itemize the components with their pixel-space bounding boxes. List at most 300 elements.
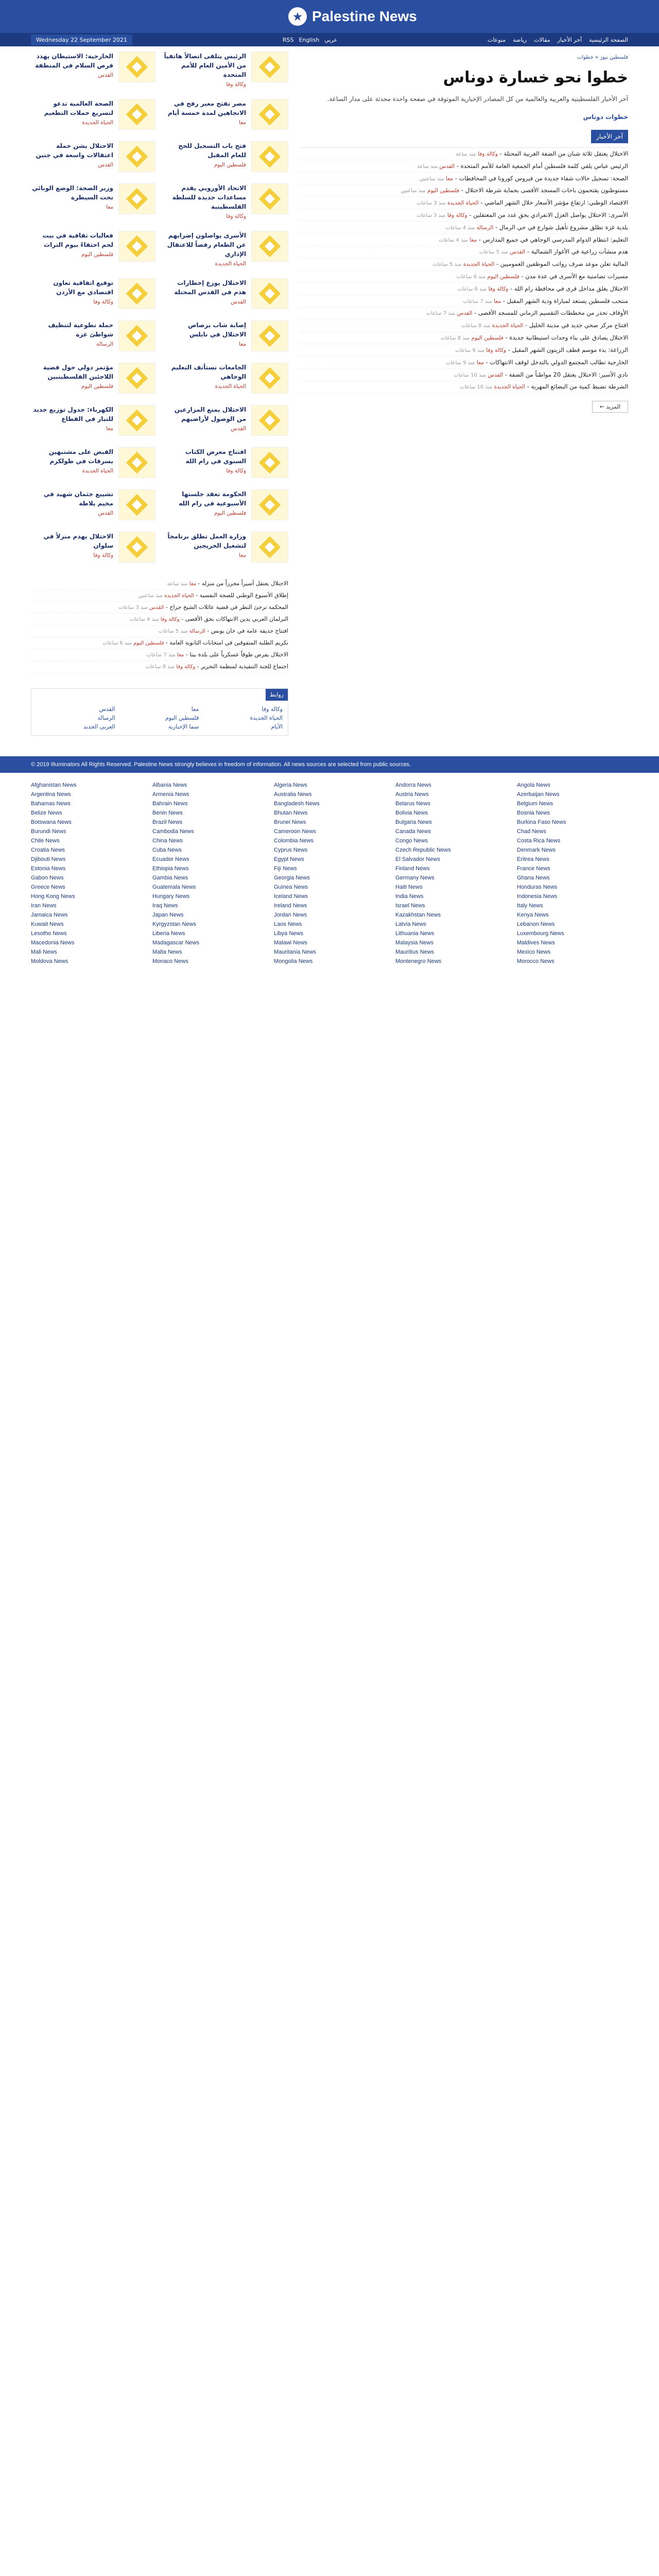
country-news-link[interactable]: Jamaica News bbox=[31, 912, 68, 918]
news-item[interactable]: هدم منشآت زراعية في الأغوار الشمالية - القدس منذ 5 ساعات bbox=[299, 246, 628, 259]
news-item[interactable]: المالية تعلن موعد صرف رواتب الموظفين العموميين - الحياة الجديدة منذ 5 ساعات bbox=[299, 259, 628, 271]
country-news-link[interactable]: Brunei News bbox=[274, 819, 306, 825]
news-source[interactable]: وكالة وفا bbox=[478, 150, 498, 157]
country-news-link[interactable]: Madagascar News bbox=[152, 940, 200, 946]
sidebar-news-item[interactable]: الاحتلال يعتقل أسيراً محرراً من منزله - معا منذ ساعة bbox=[31, 578, 288, 590]
news-item[interactable]: نادي الأسير: الاحتلال يعتقل 20 مواطناً من الضفة - القدس منذ 10 ساعات bbox=[299, 369, 628, 381]
news-card-source[interactable]: القدس bbox=[98, 72, 113, 78]
country-news-link[interactable]: Bangladesh News bbox=[274, 801, 320, 807]
news-source[interactable]: وكالة وفا bbox=[447, 212, 467, 218]
news-source[interactable]: وكالة وفا bbox=[488, 285, 509, 292]
news-card-source[interactable]: معا bbox=[106, 204, 113, 210]
news-source[interactable]: معا bbox=[494, 298, 501, 304]
news-item[interactable]: الخارجية تطالب المجتمع الدولي بالتدخل لوقف الانتهاكات - معا منذ 9 ساعات bbox=[299, 357, 628, 369]
country-news-link[interactable]: Mauritius News bbox=[395, 949, 435, 955]
country-news-link[interactable]: Mauritania News bbox=[274, 949, 316, 955]
news-card-title[interactable]: الاحتلال يشن حملة اعتقالات واسعة في جنين bbox=[36, 142, 113, 159]
country-news-link[interactable]: Hungary News bbox=[152, 893, 190, 900]
country-news-link[interactable]: Angola News bbox=[517, 782, 550, 788]
country-news-link[interactable]: Afghanistan News bbox=[31, 782, 77, 788]
news-headline[interactable]: افتتاح مركز صحي جديد في مدينة الخليل bbox=[529, 321, 628, 329]
more-button[interactable]: المزيد ← bbox=[592, 401, 628, 413]
news-card-thumbnail[interactable] bbox=[118, 405, 155, 436]
news-source[interactable]: فلسطين اليوم bbox=[471, 335, 504, 342]
news-card-title[interactable]: توقيع اتفاقية تعاون اقتصادي مع الأردن bbox=[53, 279, 113, 296]
news-headline[interactable]: هدم منشآت زراعية في الأغوار الشمالية bbox=[531, 248, 628, 256]
country-news-link[interactable]: Haiti News bbox=[395, 884, 423, 890]
nav-item-sports[interactable]: رياضة bbox=[513, 36, 527, 43]
news-card-title[interactable]: تشييع جثمان شهيد في مخيم بلاطة bbox=[43, 490, 113, 507]
news-item[interactable]: التعليم: انتظام الدوام المدرسي الوجاهي في جميع المدارس - معا منذ 4 ساعات bbox=[299, 234, 628, 246]
country-news-link[interactable]: Botswana News bbox=[31, 819, 72, 825]
news-item[interactable]: الاحتلال يعتقل ثلاثة شبان من الضفة الغربية المحتلة - وكالة وفا منذ ساعة bbox=[299, 148, 628, 160]
news-source[interactable]: معا bbox=[470, 236, 477, 243]
country-news-link[interactable]: Estonia News bbox=[31, 866, 66, 872]
country-news-link[interactable]: Guinea News bbox=[274, 884, 308, 890]
news-headline[interactable]: منتخب فلسطين يستعد لمباراة ودية الشهر المقبل bbox=[507, 297, 628, 304]
country-news-link[interactable]: Colombia News bbox=[274, 838, 314, 844]
sidebar-news-headline[interactable]: تكريم الطلبة المتفوقين في امتحانات الثانوية العامة bbox=[169, 639, 288, 646]
lang-link-arabic[interactable]: عربي bbox=[324, 36, 338, 43]
sidebar-news-item[interactable]: إطلاق الأسبوع الوطني للصحة النفسية - الحياة الجديدة منذ ساعتين bbox=[31, 590, 288, 602]
news-card-thumbnail[interactable] bbox=[251, 99, 288, 130]
news-card-source[interactable]: فلسطين اليوم bbox=[214, 510, 246, 516]
site-logo[interactable] bbox=[288, 7, 417, 26]
country-news-link[interactable]: Congo News bbox=[395, 838, 428, 844]
country-news-link[interactable]: Bahrain News bbox=[152, 801, 188, 807]
news-card[interactable] bbox=[31, 320, 155, 351]
news-source[interactable]: فلسطين اليوم bbox=[427, 188, 460, 194]
news-card[interactable] bbox=[164, 363, 288, 394]
news-card-title[interactable]: الأسرى يواصلون إضرابهم عن الطعام رفضاً للاعتقال الإداري bbox=[167, 232, 246, 258]
news-card[interactable] bbox=[31, 447, 155, 478]
news-headline[interactable]: الاقتصاد الوطني: ارتفاع مؤشر الأسعار خلال الشهر الماضي bbox=[484, 199, 628, 207]
country-news-link[interactable]: Costa Rica News bbox=[517, 838, 561, 844]
country-news-link[interactable]: Argentina News bbox=[31, 791, 71, 798]
sidebar-news-source[interactable]: القدس bbox=[149, 605, 164, 611]
news-card[interactable] bbox=[164, 99, 288, 130]
country-news-link[interactable]: Lebanon News bbox=[517, 921, 555, 927]
country-news-link[interactable]: Malawi News bbox=[274, 940, 307, 946]
news-card-title[interactable]: وزير الصحة: الوضع الوبائي تحت السيطرة bbox=[32, 184, 113, 201]
country-news-link[interactable]: Monaco News bbox=[152, 958, 188, 964]
news-card-thumbnail[interactable] bbox=[251, 489, 288, 520]
country-news-link[interactable]: Maldives News bbox=[517, 940, 555, 946]
news-card-source[interactable]: معا bbox=[239, 120, 246, 126]
country-news-link[interactable]: Andorra News bbox=[395, 782, 431, 788]
news-card-title[interactable]: فعاليات ثقافية في بيت لحم احتفاءً بيوم التراث bbox=[42, 232, 113, 248]
sidebar-news-source[interactable]: وكالة وفا bbox=[176, 664, 196, 670]
country-news-link[interactable]: Macedonia News bbox=[31, 940, 75, 946]
news-card-source[interactable]: معا bbox=[106, 426, 113, 432]
news-card-source[interactable]: وكالة وفا bbox=[93, 299, 113, 305]
news-card-thumbnail[interactable] bbox=[118, 447, 155, 478]
sidebar-news-headline[interactable]: إطلاق الأسبوع الوطني للصحة النفسية bbox=[199, 592, 288, 599]
news-item[interactable]: الصحة: تسجيل حالات شفاء جديدة من فيروس كورونا في المحافظات - معا منذ ساعتين bbox=[299, 173, 628, 185]
country-news-link[interactable]: Guatemala News bbox=[152, 884, 196, 890]
news-card-title[interactable]: افتتاح معرض الكتاب السنوي في رام الله bbox=[185, 448, 246, 465]
country-news-link[interactable]: Canada News bbox=[395, 828, 431, 835]
country-news-link[interactable]: El Salvador News bbox=[395, 856, 440, 862]
sidebar-news-headline[interactable]: افتتاح حديقة عامة في خان يونس bbox=[211, 628, 288, 634]
news-source[interactable]: وكالة وفا bbox=[486, 347, 506, 353]
sidebar-news-headline[interactable]: البرلمان العربي يدين الانتهاكات بحق الأقصى bbox=[185, 616, 288, 622]
news-card-title[interactable]: الخارجية: الاستيطان يهدد فرص السلام في المنطقة bbox=[35, 53, 113, 69]
news-card-title[interactable]: فتح باب التسجيل للحج للعام المقبل bbox=[178, 142, 246, 159]
news-card-source[interactable]: الحياة الجديدة bbox=[82, 468, 113, 474]
source-link[interactable]: معا bbox=[191, 706, 199, 713]
news-source[interactable]: القدس bbox=[457, 310, 473, 317]
country-news-link[interactable]: Latvia News bbox=[395, 921, 426, 927]
country-news-link[interactable]: Chile News bbox=[31, 838, 60, 844]
news-headline[interactable]: الرئيس عباس يلقي كلمة فلسطين أمام الجمعية العامة للأمم المتحدة bbox=[460, 162, 628, 170]
news-card-thumbnail[interactable] bbox=[118, 141, 155, 172]
news-card[interactable] bbox=[31, 532, 155, 563]
country-news-link[interactable]: Lesotho News bbox=[31, 930, 67, 937]
country-news-link[interactable]: Greece News bbox=[31, 884, 65, 890]
news-card-thumbnail[interactable] bbox=[118, 183, 155, 214]
news-headline[interactable]: التعليم: انتظام الدوام المدرسي الوجاهي في جميع المدارس bbox=[482, 235, 628, 243]
source-link[interactable]: الرسالة bbox=[97, 715, 115, 721]
sidebar-news-headline[interactable]: الاحتلال يفرض طوقاً عسكرياً على بلدة بيتا bbox=[189, 651, 288, 658]
country-news-link[interactable]: Czech Republic News bbox=[395, 847, 451, 853]
sidebar-news-item[interactable]: المحكمة ترجئ النظر في قضية عائلات الشيخ جراح - القدس منذ 3 ساعات bbox=[31, 602, 288, 614]
news-headline[interactable]: المالية تعلن موعد صرف رواتب الموظفين العموميين bbox=[500, 260, 628, 268]
news-card[interactable] bbox=[31, 231, 155, 267]
news-card-thumbnail[interactable] bbox=[118, 52, 155, 82]
country-news-link[interactable]: Brazil News bbox=[152, 819, 183, 825]
source-link[interactable]: الأيام bbox=[271, 723, 283, 730]
country-news-link[interactable]: Azerbaijan News bbox=[517, 791, 560, 798]
country-news-link[interactable]: Japan News bbox=[152, 912, 184, 918]
country-news-link[interactable]: Mexico News bbox=[517, 949, 551, 955]
country-news-link[interactable]: Ecuador News bbox=[152, 856, 189, 862]
news-source[interactable]: فلسطين اليوم bbox=[487, 274, 519, 280]
news-card-source[interactable]: الرسالة bbox=[96, 341, 113, 347]
news-card-source[interactable]: القدس bbox=[98, 510, 113, 516]
news-card-thumbnail[interactable] bbox=[118, 489, 155, 520]
country-news-link[interactable]: Iraq News bbox=[152, 903, 178, 909]
country-news-link[interactable]: Morocco News bbox=[517, 958, 554, 964]
news-source[interactable]: معا bbox=[446, 175, 453, 182]
news-item[interactable]: بلدية غزة تطلق مشروع تأهيل شوارع في حي الرمال - الرسالة منذ 4 ساعات bbox=[299, 222, 628, 234]
country-news-link[interactable]: Ireland News bbox=[274, 903, 307, 909]
country-news-link[interactable]: Honduras News bbox=[517, 884, 558, 890]
country-news-link[interactable]: Cameroon News bbox=[274, 828, 316, 835]
sidebar-news-item[interactable]: افتتاح حديقة عامة في خان يونس - الرسالة منذ 5 ساعات bbox=[31, 625, 288, 637]
country-news-link[interactable]: Chad News bbox=[517, 828, 546, 835]
country-news-link[interactable]: Mali News bbox=[31, 949, 57, 955]
country-news-link[interactable]: Burkina Faso News bbox=[517, 819, 566, 825]
country-news-link[interactable]: Iran News bbox=[31, 903, 57, 909]
news-card-title[interactable]: الحكومة تعقد جلستها الأسبوعية في رام الله bbox=[179, 490, 246, 507]
news-card-source[interactable]: القدس bbox=[231, 426, 246, 432]
country-news-link[interactable]: Finland News bbox=[395, 866, 430, 872]
news-headline[interactable]: الصحة: تسجيل حالات شفاء جديدة من فيروس كورونا في المحافظات bbox=[459, 174, 628, 182]
news-card-title[interactable]: الاتحاد الأوروبي يقدم مساعدات جديدة للسلطة الفلسطينية bbox=[172, 184, 246, 210]
news-source[interactable]: الحياة الجديدة bbox=[492, 323, 524, 329]
source-link[interactable]: فلسطين اليوم bbox=[165, 715, 199, 721]
country-news-link[interactable]: Kazakhstan News bbox=[395, 912, 441, 918]
news-source[interactable]: معا bbox=[477, 359, 484, 366]
news-card[interactable] bbox=[164, 231, 288, 267]
country-news-link[interactable]: Ethiopia News bbox=[152, 866, 189, 872]
news-item[interactable]: الزراعة: بدء موسم قطف الزيتون الشهر المقبل - وكالة وفا منذ 9 ساعات bbox=[299, 344, 628, 357]
news-card-title[interactable]: الجامعات تستأنف التعليم الوجاهي bbox=[171, 364, 246, 380]
news-headline[interactable]: الأوقاف تحذر من مخططات التقسيم الزماني للمسجد الأقصى bbox=[478, 309, 628, 317]
country-news-link[interactable]: Belarus News bbox=[395, 801, 430, 807]
news-source[interactable]: القدس bbox=[488, 371, 504, 378]
news-source[interactable]: الحياة الجديدة bbox=[463, 261, 495, 268]
country-news-link[interactable]: Ghana News bbox=[517, 875, 550, 881]
country-news-link[interactable]: Jordan News bbox=[274, 912, 307, 918]
news-card-source[interactable]: فلسطين اليوم bbox=[81, 383, 113, 389]
news-card[interactable] bbox=[31, 52, 155, 88]
source-link[interactable]: العربي الجديد bbox=[83, 723, 115, 730]
news-item[interactable]: الأسرى: الاحتلال يواصل العزل الانفرادي بحق عدد من المعتقلين - وكالة وفا منذ 3 ساعات bbox=[299, 209, 628, 222]
news-card-source[interactable]: فلسطين اليوم bbox=[214, 162, 246, 168]
news-card-source[interactable]: وكالة وفا bbox=[226, 81, 246, 88]
source-link[interactable]: القدس bbox=[99, 706, 115, 713]
news-card-thumbnail[interactable] bbox=[251, 447, 288, 478]
country-news-link[interactable]: Djibouti News bbox=[31, 856, 66, 862]
news-item[interactable]: الرئيس عباس يلقي كلمة فلسطين أمام الجمعية العامة للأمم المتحدة - القدس منذ ساعة bbox=[299, 160, 628, 173]
news-item[interactable]: مسيرات تضامنية مع الأسرى في عدة مدن - فلسطين اليوم منذ 6 ساعات bbox=[299, 271, 628, 283]
news-headline[interactable]: الشرطة تضبط كمية من البضائع المهربة bbox=[531, 383, 628, 391]
sidebar-news-item[interactable]: تكريم الطلبة المتفوقين في امتحانات الثانوية العامة - فلسطين اليوم منذ 6 ساعات bbox=[31, 637, 288, 649]
news-card-source[interactable]: معا bbox=[239, 341, 246, 347]
news-headline[interactable]: مستوطنون يقتحمون باحات المسجد الأقصى بحماية شرطة الاحتلال bbox=[465, 187, 628, 194]
sidebar-news-source[interactable]: فلسطين اليوم bbox=[133, 640, 164, 646]
country-news-link[interactable]: Cuba News bbox=[152, 847, 182, 853]
country-news-link[interactable]: Austria News bbox=[395, 791, 429, 798]
country-news-link[interactable]: Gabon News bbox=[31, 875, 64, 881]
news-card-thumbnail[interactable] bbox=[118, 320, 155, 351]
country-news-link[interactable]: Albania News bbox=[152, 782, 187, 788]
news-item[interactable]: الاحتلال يغلق مداخل قرى في محافظة رام الله - وكالة وفا منذ 6 ساعات bbox=[299, 283, 628, 295]
country-news-link[interactable]: Iceland News bbox=[274, 893, 308, 900]
news-card-thumbnail[interactable] bbox=[118, 363, 155, 394]
sidebar-news-item[interactable]: الاحتلال يفرض طوقاً عسكرياً على بلدة بيتا - معا منذ 7 ساعات bbox=[31, 649, 288, 661]
news-card[interactable] bbox=[164, 52, 288, 88]
news-item[interactable]: افتتاح مركز صحي جديد في مدينة الخليل - الحياة الجديدة منذ 8 ساعات bbox=[299, 320, 628, 332]
country-news-link[interactable]: Bolivia News bbox=[395, 810, 428, 816]
nav-item-misc[interactable]: منوعات bbox=[487, 36, 506, 43]
news-card-title[interactable]: مصر تفتح معبر رفح في الاتجاهين لمدة خمسة أيام bbox=[168, 100, 246, 116]
country-news-link[interactable]: Algeria News bbox=[274, 782, 307, 788]
news-card[interactable] bbox=[164, 405, 288, 436]
news-card[interactable] bbox=[164, 278, 288, 309]
news-card[interactable] bbox=[164, 141, 288, 172]
country-news-link[interactable]: Belize News bbox=[31, 810, 62, 816]
country-news-link[interactable]: Israel News bbox=[395, 903, 425, 909]
country-news-link[interactable]: Libya News bbox=[274, 930, 303, 937]
country-news-link[interactable]: Malaysia News bbox=[395, 940, 433, 946]
news-item[interactable]: الأوقاف تحذر من مخططات التقسيم الزماني للمسجد الأقصى - القدس منذ 7 ساعات bbox=[299, 308, 628, 320]
news-card-source[interactable]: وكالة وفا bbox=[93, 552, 113, 558]
breadcrumb[interactable]: فلسطين نيوز » خطوات bbox=[577, 55, 628, 60]
country-news-link[interactable]: Egypt News bbox=[274, 856, 304, 862]
news-item[interactable]: مستوطنون يقتحمون باحات المسجد الأقصى بحماية شرطة الاحتلال - فلسطين اليوم منذ ساعتين bbox=[299, 185, 628, 197]
news-card-source[interactable]: فلسطين اليوم bbox=[81, 251, 113, 258]
sidebar-news-headline[interactable]: المحكمة ترجئ النظر في قضية عائلات الشيخ جراح bbox=[169, 604, 288, 611]
news-card-thumbnail[interactable] bbox=[118, 99, 155, 130]
news-card-thumbnail[interactable] bbox=[251, 183, 288, 214]
news-card-title[interactable]: الرئيس يتلقى اتصالاً هاتفياً من الأمين العام للأمم المتحدة bbox=[164, 53, 246, 78]
news-headline[interactable]: بلدية غزة تطلق مشروع تأهيل شوارع في حي الرمال bbox=[499, 223, 628, 231]
country-news-link[interactable]: Hong Kong News bbox=[31, 893, 75, 900]
news-card-thumbnail[interactable] bbox=[251, 52, 288, 82]
country-news-link[interactable]: India News bbox=[395, 893, 424, 900]
news-card[interactable] bbox=[31, 99, 155, 130]
source-link[interactable]: سما الإخبارية bbox=[168, 723, 199, 730]
country-news-link[interactable]: Georgia News bbox=[274, 875, 310, 881]
country-news-link[interactable]: Bhutan News bbox=[274, 810, 308, 816]
country-news-link[interactable]: Luxembourg News bbox=[517, 930, 564, 937]
news-item[interactable]: الشرطة تضبط كمية من البضائع المهربة - الحياة الجديدة منذ 10 ساعات bbox=[299, 381, 628, 394]
country-news-link[interactable]: Moldova News bbox=[31, 958, 68, 964]
sidebar-news-source[interactable]: الحياة الجديدة bbox=[164, 593, 194, 599]
news-card-title[interactable]: الاحتلال يهدم منزلاً في سلوان bbox=[43, 533, 113, 549]
news-card-thumbnail[interactable] bbox=[251, 278, 288, 309]
news-headline[interactable]: الاحتلال يعتقل ثلاثة شبان من الضفة الغربية المحتلة bbox=[504, 149, 628, 157]
news-headline[interactable]: الخارجية تطالب المجتمع الدولي بالتدخل لوقف الانتهاكات bbox=[490, 358, 628, 366]
news-headline[interactable]: الأسرى: الاحتلال يواصل العزل الانفرادي بحق عدد من المعتقلين bbox=[473, 211, 628, 218]
country-news-link[interactable]: Laos News bbox=[274, 921, 302, 927]
news-card[interactable] bbox=[31, 489, 155, 520]
news-card-thumbnail[interactable] bbox=[118, 231, 155, 262]
news-card-title[interactable]: مؤتمر دولي حول قضية اللاجئين الفلسطينيين bbox=[43, 364, 113, 380]
nav-item-latest[interactable]: آخر الأخبار bbox=[557, 36, 582, 43]
country-news-link[interactable]: Belgium News bbox=[517, 801, 553, 807]
sidebar-news-headline[interactable]: الاحتلال يعتقل أسيراً محرراً من منزله bbox=[201, 580, 288, 587]
country-news-link[interactable]: Indonesia News bbox=[517, 893, 558, 900]
sidebar-news-source[interactable]: معا bbox=[177, 652, 184, 658]
news-card-thumbnail[interactable] bbox=[251, 363, 288, 394]
sidebar-news-source[interactable]: الرسالة bbox=[189, 629, 205, 634]
news-card[interactable] bbox=[31, 405, 155, 436]
news-card-source[interactable]: الحياة الجديدة bbox=[215, 261, 246, 267]
news-card-source[interactable]: القدس bbox=[231, 299, 246, 305]
country-news-link[interactable]: Australia News bbox=[274, 791, 312, 798]
news-card-thumbnail[interactable] bbox=[251, 405, 288, 436]
news-card-title[interactable]: الكهرباء: جدول توزيع جديد للتيار في القطاع bbox=[33, 406, 113, 422]
news-card-title[interactable]: الصحة العالمية تدعو لتسريع حملات التطعيم bbox=[44, 100, 113, 116]
country-news-link[interactable]: Cambodia News bbox=[152, 828, 194, 835]
country-news-link[interactable]: Fiji News bbox=[274, 866, 297, 872]
news-card[interactable] bbox=[164, 447, 288, 478]
sidebar-news-source[interactable]: وكالة وفا bbox=[160, 617, 180, 622]
country-news-link[interactable]: Liberia News bbox=[152, 930, 185, 937]
section-link[interactable]: خطوات دوناس bbox=[583, 113, 628, 121]
country-news-link[interactable]: Kenya News bbox=[517, 912, 549, 918]
news-card[interactable] bbox=[31, 183, 155, 219]
lang-link-english[interactable]: English bbox=[299, 36, 320, 43]
news-card[interactable] bbox=[31, 141, 155, 172]
news-card-thumbnail[interactable] bbox=[251, 141, 288, 172]
news-card-title[interactable]: وزارة العمل تطلق برنامجاً لتشغيل الخريجين bbox=[167, 533, 246, 549]
country-news-link[interactable]: Italy News bbox=[517, 903, 543, 909]
sidebar-news-source[interactable]: معا bbox=[189, 581, 197, 587]
country-news-link[interactable]: Gambia News bbox=[152, 875, 188, 881]
sidebar-news-headline[interactable]: اجتماع للجنة التنفيذية لمنظمة التحرير bbox=[201, 663, 288, 670]
country-news-link[interactable]: Denmark News bbox=[517, 847, 556, 853]
news-card-title[interactable]: إصابة شاب برصاص الاحتلال في نابلس bbox=[188, 321, 246, 338]
country-news-link[interactable]: Armenia News bbox=[152, 791, 189, 798]
news-card-thumbnail[interactable] bbox=[118, 278, 155, 309]
country-news-link[interactable]: Bulgaria News bbox=[395, 819, 432, 825]
country-news-link[interactable]: Croatia News bbox=[31, 847, 65, 853]
news-headline[interactable]: الاحتلال يغلق مداخل قرى في محافظة رام الله bbox=[514, 284, 628, 292]
country-news-link[interactable]: Eritrea News bbox=[517, 856, 549, 862]
news-item[interactable]: الاحتلال يصادق على بناء وحدات استيطانية جديدة - فلسطين اليوم منذ 8 ساعات bbox=[299, 332, 628, 345]
news-source[interactable]: الحياة الجديدة bbox=[447, 200, 479, 207]
news-source[interactable]: الحياة الجديدة bbox=[494, 384, 526, 391]
country-news-link[interactable]: Benin News bbox=[152, 810, 183, 816]
country-news-link[interactable]: Bahamas News bbox=[31, 801, 71, 807]
news-card[interactable] bbox=[164, 532, 288, 563]
country-news-link[interactable]: Burundi News bbox=[31, 828, 66, 835]
news-item[interactable]: منتخب فلسطين يستعد لمباراة ودية الشهر المقبل - معا منذ 7 ساعات bbox=[299, 295, 628, 308]
news-card[interactable] bbox=[164, 320, 288, 351]
news-item[interactable]: الاقتصاد الوطني: ارتفاع مؤشر الأسعار خلال الشهر الماضي - الحياة الجديدة منذ 3 ساعات bbox=[299, 197, 628, 210]
sidebar-news-item[interactable]: اجتماع للجنة التنفيذية لمنظمة التحرير - وكالة وفا منذ 8 ساعات bbox=[31, 661, 288, 673]
country-news-link[interactable]: Cyprus News bbox=[274, 847, 308, 853]
news-card-source[interactable]: وكالة وفا bbox=[226, 468, 246, 474]
news-card-source[interactable]: الحياة الجديدة bbox=[215, 383, 246, 389]
news-card[interactable] bbox=[164, 183, 288, 219]
news-card-source[interactable]: وكالة وفا bbox=[226, 213, 246, 219]
news-card-thumbnail[interactable] bbox=[251, 231, 288, 262]
country-news-link[interactable]: China News bbox=[152, 838, 183, 844]
country-news-link[interactable]: Kuwait News bbox=[31, 921, 64, 927]
news-card-title[interactable]: القبض على مشتبهين بسرقات في طولكرم bbox=[48, 448, 113, 465]
news-source[interactable]: القدس bbox=[439, 163, 455, 170]
country-news-link[interactable]: Malta News bbox=[152, 949, 182, 955]
news-card[interactable] bbox=[31, 278, 155, 309]
news-card[interactable] bbox=[164, 489, 288, 520]
news-card-source[interactable]: الحياة الجديدة bbox=[82, 120, 113, 126]
news-headline[interactable]: نادي الأسير: الاحتلال يعتقل 20 مواطناً من الضفة bbox=[509, 370, 628, 378]
source-link[interactable]: الحياة الجديدة bbox=[250, 715, 283, 721]
news-headline[interactable]: الاحتلال يصادق على بناء وحدات استيطانية جديدة bbox=[509, 334, 628, 342]
country-news-link[interactable]: Montenegro News bbox=[395, 958, 442, 964]
news-card-thumbnail[interactable] bbox=[251, 532, 288, 563]
news-card-source[interactable]: معا bbox=[239, 552, 246, 558]
news-card-title[interactable]: الاحتلال يوزع إخطارات هدم في القدس المحتلة bbox=[174, 279, 246, 296]
nav-item-articles[interactable]: مقالات bbox=[534, 36, 550, 43]
country-news-link[interactable]: Germany News bbox=[395, 875, 435, 881]
nav-item-home[interactable]: الصفحة الرئيسية bbox=[589, 36, 628, 43]
country-news-link[interactable]: Bosnia News bbox=[517, 810, 550, 816]
news-card-title[interactable]: حملة تطوعية لتنظيف شواطئ غزة bbox=[48, 321, 113, 338]
news-card-thumbnail[interactable] bbox=[118, 532, 155, 563]
news-card-title[interactable]: الاحتلال يمنع المزارعين من الوصول لأراضيهم bbox=[174, 406, 246, 422]
country-news-link[interactable]: France News bbox=[517, 866, 550, 872]
news-headline[interactable]: الزراعة: بدء موسم قطف الزيتون الشهر المقبل bbox=[512, 346, 628, 353]
news-headline[interactable]: مسيرات تضامنية مع الأسرى في عدة مدن bbox=[525, 273, 628, 280]
source-link[interactable]: وكالة وفا bbox=[262, 706, 283, 713]
sidebar-news-item[interactable]: البرلمان العربي يدين الانتهاكات بحق الأقصى - وكالة وفا منذ 4 ساعات bbox=[31, 614, 288, 625]
news-card-thumbnail[interactable] bbox=[251, 320, 288, 351]
lang-link-rss[interactable]: RSS bbox=[282, 36, 294, 43]
news-card-source[interactable]: القدس bbox=[98, 162, 113, 168]
country-news-link[interactable]: Lithuania News bbox=[395, 930, 435, 937]
news-card[interactable] bbox=[31, 363, 155, 394]
country-news-link[interactable]: Kyrgyzstan News bbox=[152, 921, 196, 927]
news-source[interactable]: الرسالة bbox=[476, 224, 494, 231]
news-source[interactable]: القدس bbox=[510, 249, 526, 256]
